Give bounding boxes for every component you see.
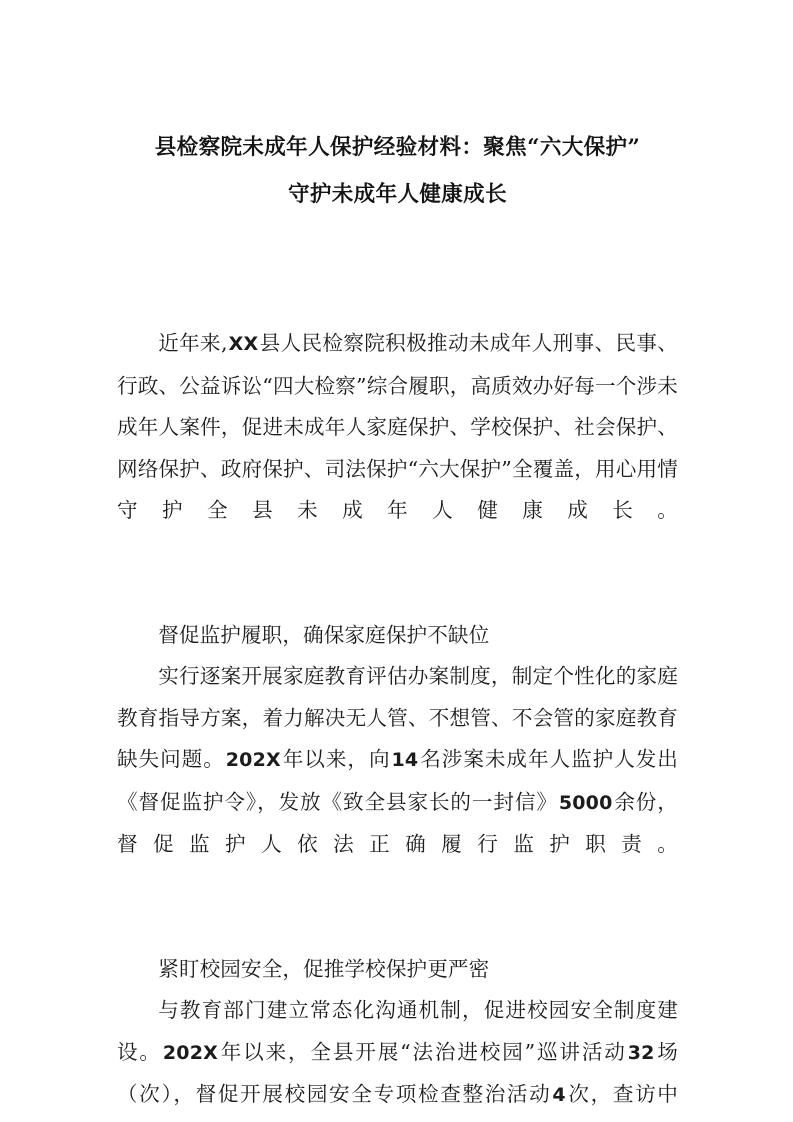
section-2-paragraph: 与教育部门建立常态化沟通机制，促进校园安全制度建设。202X年以来，全县开展“法治进校园”巡讲活动32场（次），督促开展校园安全专项检查整治活动4次，查访中: [117, 998, 679, 1106]
section-2-heading: 紧盯校园安全，促推学校保护更严密: [158, 956, 490, 981]
section-1-heading: 督促监护履职，确保家庭保护不缺位: [158, 622, 490, 647]
document-title-line-1: 县检察院未成年人保护经验材料：聚焦“六大保护”: [154, 135, 641, 160]
document-content: [117, 124, 678, 1122]
inline-numeral: 32: [627, 1041, 655, 1064]
inline-numeral: 202X: [225, 749, 281, 771]
section-1-paragraph: 实行逐案开展家庭教育评估办案制度，制定个性化的家庭教育指导方案，着力解决无人管、不想管、不会管的家庭教育缺失问题。202X年以来，向14名涉案未成年人监护人发出《督促监护令》，发放《致全县家长的一封信》5000余份，督促监护人依法正确履行监护职责。: [117, 664, 678, 856]
inline-numeral: 202X: [162, 1041, 218, 1064]
title-body-spacer: [117, 218, 678, 323]
paragraph-spacer-1: [117, 573, 678, 615]
document-title-line-2: 守护未成年人健康成长: [287, 182, 507, 207]
inline-numeral: 5000: [558, 791, 613, 814]
inline-numeral: XX: [228, 333, 259, 355]
inline-numeral: 14: [391, 749, 419, 771]
inline-numeral: 4: [552, 1084, 566, 1106]
intro-paragraph: 近年来,XX县人民检察院积极推动未成年人刑事、民事、行政、公益诉讼“四大检察”综合履职，高质效办好每一个涉未成年人案件，促进未成年人家庭保护、学校保护、社会保护、网络保护、政府保护、司法保护“六大保护”全覆盖，用心用情守护全县未成年人健康成长。: [117, 331, 678, 522]
paragraph-spacer-2: [117, 907, 678, 949]
document-title: [117, 124, 678, 218]
